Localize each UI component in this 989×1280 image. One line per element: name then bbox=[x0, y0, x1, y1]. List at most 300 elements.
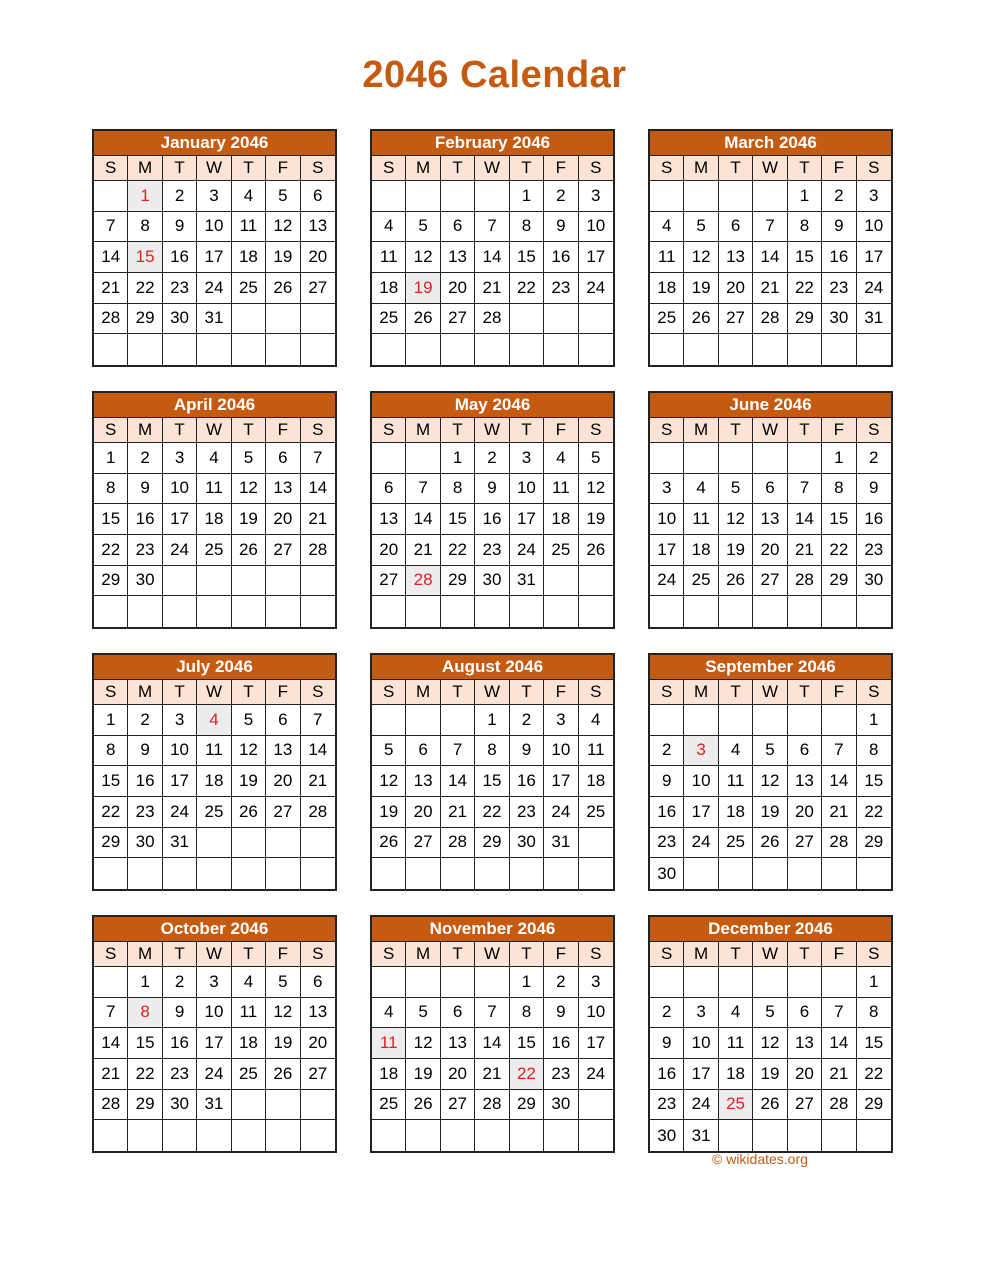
footer-credit: © wikidates.org bbox=[712, 1151, 808, 1167]
day-cell: 20 bbox=[301, 242, 335, 273]
month-title: June 2046 bbox=[650, 393, 891, 418]
empty-day-cell bbox=[753, 443, 787, 474]
empty-day-cell bbox=[163, 334, 197, 365]
holiday-day-cell: 8 bbox=[128, 998, 162, 1029]
empty-day-cell bbox=[822, 967, 856, 998]
empty-day-cell bbox=[94, 334, 128, 365]
day-cell: 23 bbox=[128, 535, 162, 566]
day-cell: 4 bbox=[197, 443, 231, 474]
day-cell: 26 bbox=[266, 1059, 300, 1090]
weekday-label: S bbox=[94, 942, 128, 966]
day-cell: 16 bbox=[163, 242, 197, 273]
weekday-header bbox=[650, 942, 891, 967]
empty-day-cell bbox=[822, 334, 856, 365]
empty-day-cell bbox=[650, 967, 684, 998]
day-cell: 11 bbox=[579, 736, 613, 767]
weekday-label: S bbox=[590, 158, 602, 177]
empty-day-cell bbox=[788, 967, 822, 998]
day-cell: 16 bbox=[857, 504, 891, 535]
weekday-label: F bbox=[544, 942, 578, 966]
weekday-label: S bbox=[590, 420, 602, 439]
weekday-label: F bbox=[822, 156, 856, 180]
weekday-label: M bbox=[406, 680, 440, 704]
day-cell: 17 bbox=[197, 1028, 231, 1059]
day-cell: 9 bbox=[163, 998, 197, 1029]
empty-day-cell bbox=[441, 1120, 475, 1151]
empty-day-cell bbox=[441, 596, 475, 627]
day-cell: 3 bbox=[650, 474, 684, 505]
day-cell: 4 bbox=[719, 998, 753, 1029]
day-cell: 3 bbox=[579, 181, 613, 212]
empty-day-cell bbox=[232, 304, 266, 335]
day-cell: 29 bbox=[510, 1090, 544, 1121]
empty-day-cell bbox=[719, 1120, 753, 1151]
day-cell: 14 bbox=[475, 242, 509, 273]
empty-day-cell bbox=[788, 705, 822, 736]
weekday-label: T bbox=[232, 680, 266, 704]
holiday-day-cell: 22 bbox=[510, 1059, 544, 1090]
day-cell: 18 bbox=[650, 273, 684, 304]
day-cell: 16 bbox=[475, 504, 509, 535]
weekday-label: S bbox=[650, 418, 684, 442]
day-cell: 26 bbox=[266, 273, 300, 304]
empty-day-cell bbox=[94, 1120, 128, 1151]
day-cell: 27 bbox=[266, 797, 300, 828]
weekday-label: S bbox=[312, 158, 324, 177]
empty-day-cell bbox=[753, 596, 787, 627]
empty-day-cell bbox=[857, 596, 891, 627]
day-cell: 30 bbox=[128, 566, 162, 597]
day-cell: 20 bbox=[788, 797, 822, 828]
day-cell: 26 bbox=[406, 1090, 440, 1121]
day-cell: 23 bbox=[650, 828, 684, 859]
day-cell: 23 bbox=[650, 1090, 684, 1121]
empty-day-cell bbox=[301, 596, 335, 627]
empty-day-cell bbox=[163, 1120, 197, 1151]
day-cell: 28 bbox=[788, 566, 822, 597]
day-cell: 29 bbox=[857, 828, 891, 859]
weekday-label: T bbox=[788, 942, 822, 966]
empty-day-cell bbox=[719, 705, 753, 736]
day-cell: 6 bbox=[441, 998, 475, 1029]
day-cell: 15 bbox=[475, 766, 509, 797]
day-cell: 16 bbox=[510, 766, 544, 797]
day-cell: 29 bbox=[822, 566, 856, 597]
empty-day-cell bbox=[266, 596, 300, 627]
day-cell: 8 bbox=[510, 212, 544, 243]
weekday-label: M bbox=[406, 942, 440, 966]
day-cell: 6 bbox=[266, 705, 300, 736]
day-cell: 11 bbox=[719, 1028, 753, 1059]
day-cell: 14 bbox=[475, 1028, 509, 1059]
day-cell: 21 bbox=[475, 1059, 509, 1090]
day-cell: 6 bbox=[441, 212, 475, 243]
day-cell: 20 bbox=[753, 535, 787, 566]
day-cell: 10 bbox=[197, 212, 231, 243]
day-cell: 1 bbox=[441, 443, 475, 474]
day-cell: 8 bbox=[94, 736, 128, 767]
weekday-header bbox=[650, 156, 891, 181]
day-cell: 24 bbox=[684, 828, 718, 859]
empty-day-cell bbox=[441, 334, 475, 365]
empty-day-cell bbox=[406, 181, 440, 212]
empty-day-cell bbox=[372, 967, 406, 998]
day-cell: 3 bbox=[163, 705, 197, 736]
empty-day-cell bbox=[197, 858, 231, 889]
day-cell: 30 bbox=[544, 1090, 578, 1121]
weekday-label: T bbox=[510, 156, 544, 180]
day-cell: 5 bbox=[719, 474, 753, 505]
day-cell: 8 bbox=[857, 998, 891, 1029]
day-cell: 24 bbox=[857, 273, 891, 304]
day-cell: 18 bbox=[579, 766, 613, 797]
weekday-label: S bbox=[650, 156, 684, 180]
day-cell: 13 bbox=[266, 474, 300, 505]
day-cell: 15 bbox=[510, 1028, 544, 1059]
day-cell: 29 bbox=[128, 1090, 162, 1121]
day-cell: 27 bbox=[301, 1059, 335, 1090]
day-cell: 24 bbox=[579, 273, 613, 304]
day-cell: 29 bbox=[788, 304, 822, 335]
empty-day-cell bbox=[822, 858, 856, 889]
day-cell: 17 bbox=[857, 242, 891, 273]
day-cell: 2 bbox=[650, 998, 684, 1029]
day-cell: 30 bbox=[510, 828, 544, 859]
weekday-label: T bbox=[719, 680, 753, 704]
weekday-label: F bbox=[266, 680, 300, 704]
day-cell: 24 bbox=[544, 797, 578, 828]
day-cell: 14 bbox=[301, 736, 335, 767]
weekday-label: W bbox=[475, 156, 509, 180]
holiday-day-cell: 11 bbox=[372, 1028, 406, 1059]
day-cell: 10 bbox=[163, 474, 197, 505]
month-title: July 2046 bbox=[94, 655, 335, 680]
day-cell: 27 bbox=[406, 828, 440, 859]
day-cell: 10 bbox=[197, 998, 231, 1029]
day-cell: 20 bbox=[441, 273, 475, 304]
day-cell: 4 bbox=[719, 736, 753, 767]
day-cell: 6 bbox=[753, 474, 787, 505]
empty-day-cell bbox=[441, 967, 475, 998]
empty-day-cell bbox=[753, 967, 787, 998]
day-cell: 30 bbox=[128, 828, 162, 859]
empty-day-cell bbox=[197, 596, 231, 627]
empty-day-cell bbox=[719, 181, 753, 212]
weekday-label: F bbox=[544, 156, 578, 180]
day-cell: 4 bbox=[544, 443, 578, 474]
day-cell: 18 bbox=[232, 242, 266, 273]
day-cell: 19 bbox=[266, 1028, 300, 1059]
day-cell: 13 bbox=[788, 766, 822, 797]
empty-day-cell bbox=[163, 858, 197, 889]
day-cell: 19 bbox=[684, 273, 718, 304]
day-cell: 9 bbox=[475, 474, 509, 505]
empty-day-cell bbox=[441, 705, 475, 736]
empty-day-cell bbox=[788, 596, 822, 627]
day-cell: 17 bbox=[510, 504, 544, 535]
day-cell: 5 bbox=[266, 967, 300, 998]
month-block bbox=[92, 915, 337, 1153]
day-cell: 2 bbox=[163, 181, 197, 212]
day-cell: 21 bbox=[301, 766, 335, 797]
day-cell: 31 bbox=[197, 304, 231, 335]
day-cell: 17 bbox=[544, 766, 578, 797]
empty-day-cell bbox=[94, 181, 128, 212]
day-cell: 16 bbox=[544, 242, 578, 273]
page-title: 2046 Calendar bbox=[362, 54, 627, 96]
month-title: January 2046 bbox=[94, 131, 335, 156]
weekday-label: W bbox=[475, 418, 509, 442]
day-grid bbox=[650, 443, 891, 627]
empty-day-cell bbox=[372, 443, 406, 474]
day-cell: 21 bbox=[441, 797, 475, 828]
empty-day-cell bbox=[510, 1120, 544, 1151]
day-cell: 3 bbox=[684, 998, 718, 1029]
day-cell: 1 bbox=[94, 705, 128, 736]
day-cell: 27 bbox=[788, 1090, 822, 1121]
day-cell: 2 bbox=[163, 967, 197, 998]
day-cell: 25 bbox=[197, 535, 231, 566]
day-cell: 7 bbox=[753, 212, 787, 243]
month-title: December 2046 bbox=[650, 917, 891, 942]
weekday-label: S bbox=[94, 156, 128, 180]
day-cell: 18 bbox=[544, 504, 578, 535]
day-cell: 12 bbox=[232, 736, 266, 767]
day-grid bbox=[650, 181, 891, 365]
day-cell: 22 bbox=[441, 535, 475, 566]
day-cell: 26 bbox=[753, 828, 787, 859]
day-cell: 18 bbox=[719, 797, 753, 828]
day-cell: 6 bbox=[788, 736, 822, 767]
day-cell: 8 bbox=[788, 212, 822, 243]
weekday-label: W bbox=[753, 418, 787, 442]
empty-day-cell bbox=[475, 1120, 509, 1151]
empty-day-cell bbox=[266, 566, 300, 597]
empty-day-cell bbox=[94, 596, 128, 627]
day-cell: 5 bbox=[232, 443, 266, 474]
day-cell: 15 bbox=[441, 504, 475, 535]
day-cell: 5 bbox=[266, 181, 300, 212]
weekday-label: T bbox=[441, 680, 475, 704]
day-cell: 24 bbox=[163, 535, 197, 566]
weekday-label: M bbox=[406, 418, 440, 442]
day-cell: 30 bbox=[163, 1090, 197, 1121]
day-cell: 19 bbox=[232, 766, 266, 797]
day-cell: 15 bbox=[128, 1028, 162, 1059]
weekday-label: T bbox=[510, 418, 544, 442]
weekday-label: W bbox=[753, 156, 787, 180]
day-cell: 21 bbox=[822, 797, 856, 828]
empty-day-cell bbox=[232, 828, 266, 859]
day-cell: 15 bbox=[822, 504, 856, 535]
day-cell: 28 bbox=[753, 304, 787, 335]
day-cell: 7 bbox=[822, 998, 856, 1029]
weekday-label: T bbox=[788, 418, 822, 442]
weekday-label: S bbox=[590, 944, 602, 963]
empty-day-cell bbox=[544, 304, 578, 335]
day-cell: 11 bbox=[650, 242, 684, 273]
day-cell: 3 bbox=[197, 967, 231, 998]
day-cell: 3 bbox=[510, 443, 544, 474]
day-grid bbox=[372, 705, 613, 889]
empty-day-cell bbox=[822, 596, 856, 627]
day-cell: 2 bbox=[128, 705, 162, 736]
weekday-label: F bbox=[822, 418, 856, 442]
day-cell: 11 bbox=[544, 474, 578, 505]
day-cell: 23 bbox=[544, 273, 578, 304]
day-cell: 13 bbox=[372, 504, 406, 535]
day-cell: 4 bbox=[372, 998, 406, 1029]
weekday-label: W bbox=[753, 680, 787, 704]
day-cell: 31 bbox=[197, 1090, 231, 1121]
day-cell: 16 bbox=[163, 1028, 197, 1059]
empty-day-cell bbox=[232, 566, 266, 597]
day-cell: 27 bbox=[266, 535, 300, 566]
day-cell: 26 bbox=[372, 828, 406, 859]
day-cell: 12 bbox=[684, 242, 718, 273]
day-cell: 16 bbox=[544, 1028, 578, 1059]
day-cell: 18 bbox=[232, 1028, 266, 1059]
empty-day-cell bbox=[372, 858, 406, 889]
day-cell: 19 bbox=[406, 1059, 440, 1090]
weekday-label: T bbox=[510, 680, 544, 704]
day-grid bbox=[372, 967, 613, 1151]
day-cell: 20 bbox=[372, 535, 406, 566]
day-cell: 2 bbox=[544, 967, 578, 998]
weekday-header bbox=[372, 680, 613, 705]
weekday-label: T bbox=[510, 942, 544, 966]
day-cell: 9 bbox=[857, 474, 891, 505]
day-cell: 7 bbox=[301, 705, 335, 736]
day-cell: 14 bbox=[301, 474, 335, 505]
empty-day-cell bbox=[266, 828, 300, 859]
day-cell: 26 bbox=[684, 304, 718, 335]
weekday-header bbox=[372, 942, 613, 967]
weekday-header bbox=[94, 156, 335, 181]
day-cell: 23 bbox=[163, 1059, 197, 1090]
day-cell: 29 bbox=[94, 828, 128, 859]
day-cell: 18 bbox=[684, 535, 718, 566]
day-cell: 23 bbox=[510, 797, 544, 828]
day-cell: 27 bbox=[441, 1090, 475, 1121]
day-cell: 1 bbox=[857, 967, 891, 998]
day-cell: 12 bbox=[406, 242, 440, 273]
weekday-label: M bbox=[128, 680, 162, 704]
day-cell: 2 bbox=[822, 181, 856, 212]
day-cell: 3 bbox=[544, 705, 578, 736]
weekday-label: T bbox=[232, 942, 266, 966]
empty-day-cell bbox=[232, 334, 266, 365]
day-cell: 10 bbox=[857, 212, 891, 243]
holiday-day-cell: 28 bbox=[406, 566, 440, 597]
day-cell: 8 bbox=[857, 736, 891, 767]
day-cell: 21 bbox=[822, 1059, 856, 1090]
weekday-label: T bbox=[441, 418, 475, 442]
day-cell: 1 bbox=[510, 967, 544, 998]
day-cell: 21 bbox=[753, 273, 787, 304]
day-cell: 27 bbox=[301, 273, 335, 304]
month-title: March 2046 bbox=[650, 131, 891, 156]
day-cell: 20 bbox=[406, 797, 440, 828]
day-cell: 31 bbox=[544, 828, 578, 859]
weekday-label: T bbox=[441, 942, 475, 966]
day-cell: 7 bbox=[441, 736, 475, 767]
empty-day-cell bbox=[510, 596, 544, 627]
weekday-label: S bbox=[868, 682, 880, 701]
day-cell: 6 bbox=[266, 443, 300, 474]
empty-day-cell bbox=[406, 334, 440, 365]
day-cell: 21 bbox=[94, 1059, 128, 1090]
day-cell: 25 bbox=[719, 828, 753, 859]
day-cell: 12 bbox=[753, 1028, 787, 1059]
day-cell: 26 bbox=[406, 304, 440, 335]
day-cell: 20 bbox=[301, 1028, 335, 1059]
day-cell: 22 bbox=[788, 273, 822, 304]
day-grid bbox=[94, 181, 335, 365]
day-cell: 9 bbox=[544, 212, 578, 243]
day-cell: 11 bbox=[197, 474, 231, 505]
weekday-label: M bbox=[684, 156, 718, 180]
day-cell: 8 bbox=[94, 474, 128, 505]
month-title: November 2046 bbox=[372, 917, 613, 942]
day-cell: 18 bbox=[372, 273, 406, 304]
weekday-label: T bbox=[441, 156, 475, 180]
empty-day-cell bbox=[684, 596, 718, 627]
day-cell: 15 bbox=[510, 242, 544, 273]
day-cell: 25 bbox=[544, 535, 578, 566]
day-cell: 27 bbox=[719, 304, 753, 335]
day-cell: 16 bbox=[650, 1059, 684, 1090]
day-cell: 8 bbox=[822, 474, 856, 505]
day-cell: 7 bbox=[475, 212, 509, 243]
empty-day-cell bbox=[684, 443, 718, 474]
empty-day-cell bbox=[753, 858, 787, 889]
empty-day-cell bbox=[301, 566, 335, 597]
day-cell: 1 bbox=[857, 705, 891, 736]
empty-day-cell bbox=[266, 1120, 300, 1151]
day-cell: 28 bbox=[822, 828, 856, 859]
empty-day-cell bbox=[684, 181, 718, 212]
empty-day-cell bbox=[579, 596, 613, 627]
day-grid bbox=[372, 181, 613, 365]
empty-day-cell bbox=[579, 304, 613, 335]
day-cell: 7 bbox=[94, 998, 128, 1029]
day-cell: 22 bbox=[94, 535, 128, 566]
empty-day-cell bbox=[232, 596, 266, 627]
weekday-label: T bbox=[719, 156, 753, 180]
day-cell: 21 bbox=[475, 273, 509, 304]
holiday-day-cell: 3 bbox=[684, 736, 718, 767]
empty-day-cell bbox=[650, 705, 684, 736]
empty-day-cell bbox=[475, 596, 509, 627]
weekday-label: T bbox=[232, 418, 266, 442]
day-cell: 17 bbox=[650, 535, 684, 566]
day-cell: 10 bbox=[544, 736, 578, 767]
month-block bbox=[370, 129, 615, 367]
day-cell: 29 bbox=[441, 566, 475, 597]
day-cell: 10 bbox=[579, 212, 613, 243]
day-cell: 4 bbox=[684, 474, 718, 505]
holiday-day-cell: 4 bbox=[197, 705, 231, 736]
month-block bbox=[370, 391, 615, 629]
month-title: May 2046 bbox=[372, 393, 613, 418]
day-cell: 25 bbox=[579, 797, 613, 828]
day-cell: 12 bbox=[406, 1028, 440, 1059]
day-cell: 13 bbox=[441, 242, 475, 273]
day-cell: 23 bbox=[544, 1059, 578, 1090]
day-cell: 16 bbox=[650, 797, 684, 828]
day-cell: 14 bbox=[94, 242, 128, 273]
